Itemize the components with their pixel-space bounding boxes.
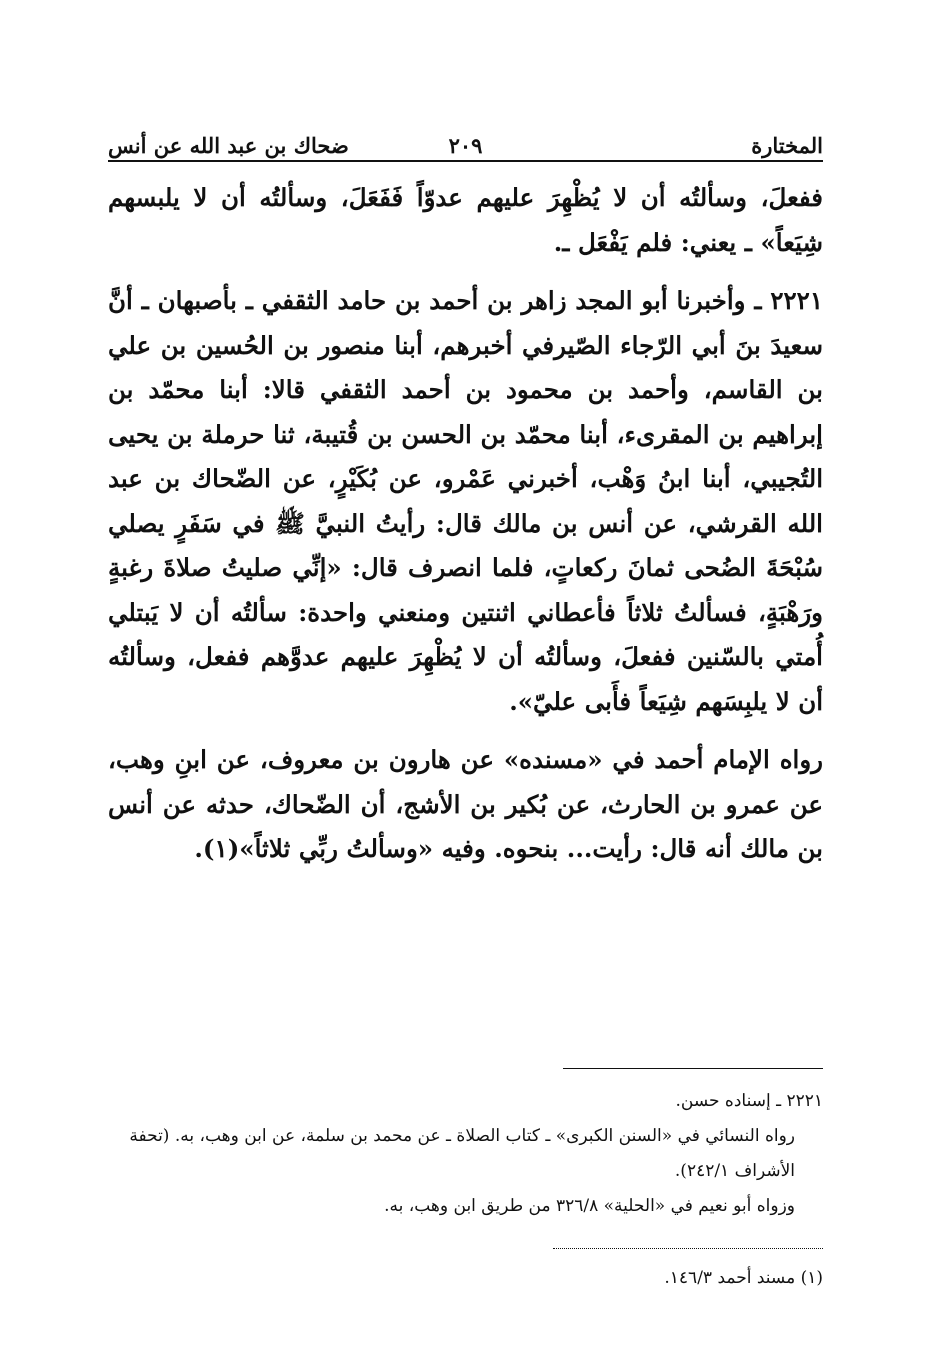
reference-footnote: (١) مسند أحمد ١٤٦/٣. — [664, 1268, 823, 1288]
continuation-paragraph: ففعلَ، وسألتُه أن لا يُظْهِرَ عليهم عدوّاً فَفَعَلَ، وسألتُه أن لا يلبسهم شِيَعاً» ـ يعني: فلم يَفْعَل ـ. — [108, 183, 823, 257]
footnote-source-abu-nuaym: وزواه أبو نعيم في «الحلية» ٣٢٦/٨ من طريق ابن وهب، به. — [384, 1196, 795, 1216]
footnotes — [108, 1084, 823, 1224]
hadith-paragraph: ٢٢٢١ ـ وأخبرنا أبو المجد زاهر بن أحمد بن حامد الثقفي ـ بأصبهان ـ أنَّ سعيدَ بنَ أبي الرّجاء الصّيرفي أخبرهم، أبنا منصور بن الحُسين بن علي بن القاسم، وأحمد بن محمود بن أحمد الثقفي قالا: أبنا محمّد بن إبراهيم بن المقرىء، أبنا محمّد بن الحسن بن قُتيبة، ثنا حرملة بن يحيى التُجيبي، أبنا ابنُ وَهْب، أخبرني عَمْرو، عن بُكَيْرٍ، عن الضّحاك بن عبد الله القرشي، عن أنس بن مالك قال: رأيتُ النبيَّ ﷺ في سَفَرٍ يصلي سُبْحَةَ الضُحى ثمانَ ركعاتٍ، فلما انصرف قال: «إنِّي صليتُ صلاةَ رغبةٍ ورَهْبَةٍ، فسألتُ ثلاثاً فأعطاني اثنتين ومنعني واحدة: سألتُه أن لا يَبتلي أُمتي بالسّنين ففعلَ، وسألتُه أن لا يُظْهِرَ عليهم عدوَّهم ففعل، وسألتُه أن لا يلبِسَهم شِيَعاً فأَبى عليّ». — [108, 286, 823, 716]
header-divider — [108, 160, 823, 162]
book-title: المختارة — [751, 133, 823, 158]
footnote-source-nasai: رواه النسائي في «السنن الكبرى» ـ كتاب الصلاة ـ عن محمد بن سلمة، عن ابن وهب، به. (تحفة الأشراف ٢٤٢/١). — [129, 1126, 795, 1181]
footnote-grade: ٢٢٢١ ـ إسناده حسن. — [675, 1091, 823, 1111]
footnote-divider — [563, 1068, 823, 1069]
reference-divider — [553, 1248, 823, 1249]
page-number: ٢٠٩ — [448, 133, 483, 158]
page-header — [108, 118, 823, 158]
main-text — [108, 176, 823, 872]
chapter-title: ضحاك بن عبد الله عن أنس — [108, 133, 349, 158]
commentary-paragraph: رواه الإمام أحمد في «مسنده» عن هارون بن معروف، عن ابنِ وهب، عن عمرو بن الحارث، عن بُكير بن الأشج، أن الضّحاك، حدثه عن أنس بن مالك أنه قال: رأيت... بنحوه. وفيه «وسألتُ ربِّي ثلاثاً»(١). — [108, 745, 823, 863]
